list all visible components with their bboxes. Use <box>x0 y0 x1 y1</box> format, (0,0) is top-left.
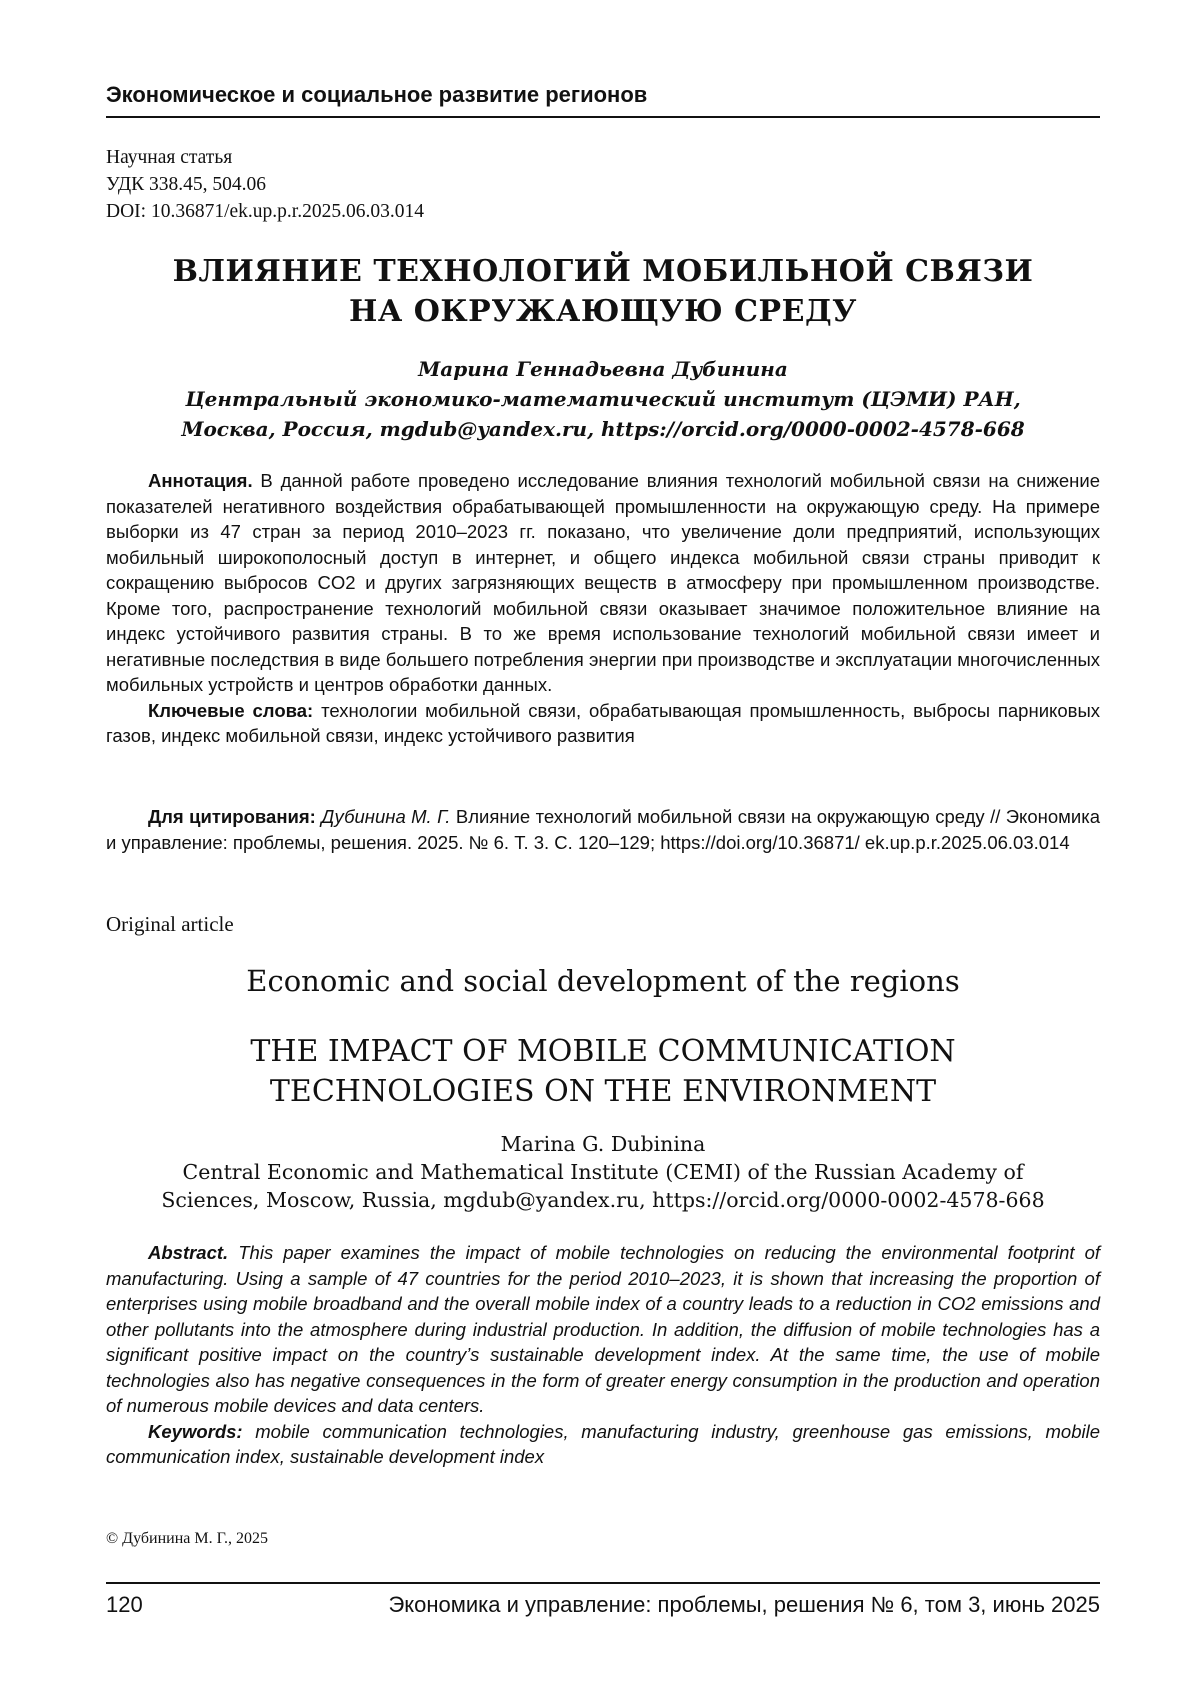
udc-code: УДК 338.45, 504.06 <box>106 174 267 195</box>
en-abstract-block <box>106 1240 1100 1470</box>
en-abstract <box>106 1240 1100 1419</box>
ru-author-block <box>106 354 1100 444</box>
ru-author-name: Марина Геннадьевна Дубинина <box>418 357 788 381</box>
journal-section-header: Экономическое и социальное развитие регионов <box>106 82 1100 118</box>
citation-text: Влияние технологий мобильной связи на окружающую среду // Экономика и управление: проблемы, решения. 2025. № 6. Т. 3. С. 120–129; https://doi.org/10.36871/ ek.up.p.r.2025.06.03.014 <box>106 806 1100 853</box>
article-type: Научная статья <box>106 147 233 168</box>
ru-abstract <box>106 468 1100 698</box>
citation-label: Для цитирования: <box>148 806 316 827</box>
ru-abstract-label: Аннотация. <box>148 470 253 491</box>
ru-affiliation-line-1: Центральный экономико-математический институт (ЦЭМИ) РАН, <box>185 387 1021 411</box>
ru-keywords-text: технологии мобильной связи, обрабатывающая промышленность, выбросы парниковых газов, индекс мобильной связи, индекс устойчивого развития <box>106 699 1100 746</box>
doi: DOI: 10.36871/ek.up.p.r.2025.06.03.014 <box>106 201 424 222</box>
original-article-label: Original article <box>106 912 234 936</box>
ru-affiliation-line-2: Москва, Россия, mgdub@yandex.ru, https://orcid.org/0000-0002-4578-668 <box>181 417 1025 441</box>
journal-issue: Экономика и управление: проблемы, решения № 6, том 3, июнь 2025 <box>388 1592 1100 1617</box>
page-footer <box>106 1582 1100 1618</box>
ru-title-line-2: НА ОКРУЖАЮЩУЮ СРЕДУ <box>349 294 857 329</box>
en-abstract-label: Abstract. <box>148 1242 229 1263</box>
en-keywords <box>106 1419 1100 1470</box>
citation-author: Дубинина М. Г. <box>315 806 451 827</box>
en-title-line-1: THE IMPACT OF MOBILE COMMUNICATION <box>250 1034 956 1069</box>
ru-abstract-text: В данной работе проведено исследование влияния технологий мобильной связи на снижение показателей негативного воздействия обрабатывающей промышленности на окружающую среду. На примере выборки из 47 стран за период 2010–2023 гг. показано, что увеличение доли предприятий, использующих мобильный широкополосный доступ в интернет, и общего индекса мобильной связи страны приводит к сокращению выбросов CO2 и других загрязняющих веществ в атмосферу при промышленном производстве. Кроме того, распространение технологий мобильной связи оказывает значимое положительное влияние на индекс устойчивого развития страны. В то же время использование технологий мобильной связи имеет и негативные последствия в виде большего потребления энергии при производстве и эксплуатации многочисленных мобильных устройств и центров обработки данных. <box>106 470 1100 695</box>
en-affiliation-line-2: Sciences, Moscow, Russia, mgdub@yandex.ru, https://orcid.org/0000-0002-4578-668 <box>161 1188 1045 1212</box>
en-title-line-2: TECHNOLOGIES ON THE ENVIRONMENT <box>269 1074 937 1109</box>
citation-block <box>106 804 1100 855</box>
ru-title-line-1: ВЛИЯНИЕ ТЕХНОЛОГИЙ МОБИЛЬНОЙ СВЯЗИ <box>172 254 1034 289</box>
article-meta <box>106 144 424 225</box>
en-section-title: Economic and social development of the regions <box>246 964 960 998</box>
page-number: 120 <box>106 1592 143 1617</box>
ru-abstract-block <box>106 468 1100 749</box>
en-abstract-text: This paper examines the impact of mobile technologies on reducing the environmental footprint of manufacturing. Using a sample of 47 countries for the period 2010–2023, it is shown that increasing the proportion of enterprises using mobile broadband and the overall mobile index of a country leads to a reduction in CO2 emissions and other pollutants into the atmosphere during industrial production. In addition, the diffusion of mobile technologies has a significant positive impact on the country’s sustainable development index. At the same time, the use of mobile technologies also has negative consequences in the form of greater energy consumption in the production and operation of numerous mobile devices and data centers. <box>106 1242 1100 1416</box>
en-title <box>106 1032 1100 1112</box>
en-affiliation-line-1: Central Economic and Mathematical Institute (CEMI) of the Russian Academy of <box>182 1160 1024 1184</box>
en-keywords-text: mobile communication technologies, manufacturing industry, greenhouse gas emissions, mobile communication index, sustainable development index <box>106 1420 1100 1467</box>
ru-keywords-label: Ключевые слова: <box>148 699 314 721</box>
en-author-block <box>106 1130 1100 1214</box>
ru-keywords <box>106 698 1100 749</box>
ru-title <box>106 252 1100 332</box>
copyright: © Дубинина М. Г., 2025 <box>106 1530 269 1547</box>
en-keywords-label: Keywords: <box>148 1420 243 1442</box>
citation <box>106 804 1100 855</box>
en-author-name: Marina G. Dubinina <box>500 1132 706 1156</box>
